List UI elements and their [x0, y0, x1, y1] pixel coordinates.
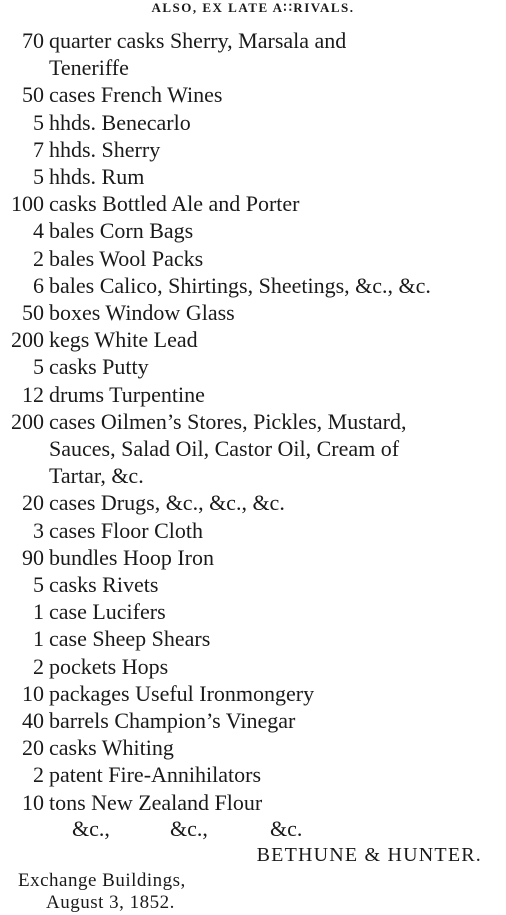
- list-item: [0, 136, 506, 163]
- date-line: August 3, 1852.: [46, 892, 175, 913]
- item-description-line: barrels Champion’s Vinegar: [49, 708, 296, 734]
- item-quantity: 200: [11, 327, 44, 353]
- list-item: [0, 408, 506, 490]
- item-description-line: packages Useful Ironmongery: [49, 680, 315, 706]
- item-description-line: bales Corn Bags: [49, 218, 194, 244]
- item-quantity: 90: [22, 544, 44, 570]
- list-item: [0, 653, 506, 680]
- item-description: [49, 625, 506, 652]
- item-description-line: bales Wool Packs: [49, 245, 204, 271]
- item-description-line: casks Putty: [49, 354, 149, 380]
- item-description-line: patent Fire-Annihilators: [49, 762, 262, 788]
- list-item: [0, 680, 506, 707]
- list-item: [0, 707, 506, 734]
- item-description-line: Tartar, &c.: [49, 463, 144, 489]
- item-quantity: 40: [22, 708, 44, 734]
- item-description: [49, 544, 506, 571]
- item-quantity: 12: [22, 381, 44, 407]
- etcetera-3: &c.: [270, 816, 303, 841]
- item-description: [49, 598, 506, 625]
- item-quantity: 4: [33, 218, 44, 244]
- list-item: [0, 489, 506, 516]
- item-description: [49, 571, 506, 598]
- item-quantity: 2: [33, 245, 44, 271]
- list-item: [0, 734, 506, 761]
- item-quantity: 2: [33, 653, 44, 679]
- item-description-line: case Sheep Shears: [49, 626, 211, 652]
- item-description: [49, 489, 506, 516]
- item-description-line: hhds. Rum: [49, 164, 145, 190]
- list-item: [0, 598, 506, 625]
- item-description-line: tons New Zealand Flour: [49, 789, 263, 815]
- item-quantity: 5: [33, 164, 44, 190]
- item-description-line: bundles Hoop Iron: [49, 544, 214, 570]
- list-item: [0, 517, 506, 544]
- etcetera-1: &c.,: [72, 816, 110, 841]
- item-description-line: hhds. Sherry: [49, 136, 161, 162]
- item-description: [49, 408, 506, 490]
- list-item: [0, 625, 506, 652]
- item-quantity: 3: [33, 517, 44, 543]
- list-item: [0, 217, 506, 244]
- list-item: [0, 299, 506, 326]
- item-description: [49, 761, 506, 788]
- item-quantity: 50: [22, 82, 44, 108]
- item-description: [49, 109, 506, 136]
- list-item: [0, 571, 506, 598]
- item-quantity: 5: [33, 109, 44, 135]
- list-item: [0, 381, 506, 408]
- item-description: [49, 245, 506, 272]
- item-description-line: cases Oilmen’s Stores, Pickles, Mustard,: [49, 408, 407, 434]
- list-item: [0, 544, 506, 571]
- item-description: [49, 326, 506, 353]
- list-item: [0, 326, 506, 353]
- item-description: [49, 190, 506, 217]
- item-description-line: quarter casks Sherry, Marsala and: [49, 28, 347, 53]
- item-quantity: 5: [33, 572, 44, 598]
- item-description: [49, 299, 506, 326]
- item-description: [49, 163, 506, 190]
- item-quantity: 200: [11, 408, 44, 434]
- item-description-line: cases Drugs, &c., &c., &c.: [49, 490, 285, 516]
- item-description-line: cases Floor Cloth: [49, 517, 203, 543]
- item-description: [49, 517, 506, 544]
- item-description-line: cases French Wines: [49, 82, 223, 108]
- item-quantity: 100: [11, 191, 44, 217]
- item-quantity: 5: [33, 354, 44, 380]
- list-item: [0, 353, 506, 380]
- item-description-line: casks Whiting: [49, 735, 174, 761]
- item-description: [49, 734, 506, 761]
- item-quantity: 6: [33, 272, 44, 298]
- list-item: [0, 163, 506, 190]
- list-item: [0, 190, 506, 217]
- list-item: [0, 272, 506, 299]
- item-quantity: 1: [33, 599, 44, 625]
- merchant-signature: BETHUNE & HUNTER.: [256, 844, 482, 866]
- item-description-line: casks Rivets: [49, 572, 159, 598]
- list-item: [0, 761, 506, 788]
- item-quantity: 70: [22, 28, 44, 53]
- item-description-line: boxes Window Glass: [49, 300, 235, 326]
- address-line: Exchange Buildings,: [18, 870, 186, 891]
- item-description-line: pockets Hops: [49, 653, 169, 679]
- item-quantity: 2: [33, 762, 44, 788]
- item-description: [49, 272, 506, 299]
- item-description-line: drums Turpentine: [49, 381, 205, 407]
- item-description: [49, 789, 506, 816]
- item-description-line: Sauces, Salad Oil, Castor Oil, Cream of: [49, 436, 400, 462]
- item-quantity: 50: [22, 300, 44, 326]
- item-description-line: casks Bottled Ale and Porter: [49, 191, 300, 217]
- item-description: [49, 653, 506, 680]
- item-description: [49, 381, 506, 408]
- list-item: [0, 109, 506, 136]
- item-quantity: 20: [22, 735, 44, 761]
- list-item: [0, 81, 506, 108]
- list-item: [0, 27, 506, 81]
- item-description-line: Teneriffe: [49, 55, 129, 81]
- item-description: [49, 136, 506, 163]
- item-quantity: 20: [22, 490, 44, 516]
- section-heading: ALSO, EX LATE A∷RIVALS.: [151, 0, 355, 15]
- item-description-line: bales Calico, Shirtings, Sheetings, &c., &c.: [49, 272, 431, 298]
- item-quantity: 1: [33, 626, 44, 652]
- item-quantity: 7: [33, 136, 44, 162]
- item-description: [49, 707, 506, 734]
- item-quantity: 10: [22, 680, 44, 706]
- etcetera-2: &c.,: [170, 816, 208, 841]
- item-quantity: 10: [22, 789, 44, 815]
- item-description: [49, 27, 506, 81]
- list-item: [0, 789, 506, 816]
- list-item: [0, 245, 506, 272]
- item-description: [49, 680, 506, 707]
- item-description-line: kegs White Lead: [49, 327, 198, 353]
- item-description-line: case Lucifers: [49, 599, 166, 625]
- etcetera-line: [0, 815, 506, 842]
- goods-list: [0, 27, 506, 816]
- item-description: [49, 353, 506, 380]
- item-description: [49, 217, 506, 244]
- item-description-line: hhds. Benecarlo: [49, 109, 191, 135]
- item-description: [49, 81, 506, 108]
